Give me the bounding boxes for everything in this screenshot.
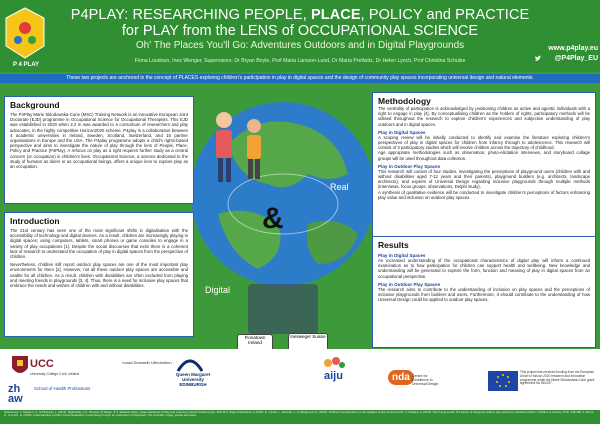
ucc-logo-text: UCC	[30, 358, 54, 370]
title-part: , POLICY and PRACTICE	[360, 7, 530, 23]
real-label: Real	[330, 182, 349, 192]
results-panel	[372, 236, 596, 348]
ampersand-symbol: &	[262, 202, 284, 235]
methodology-heading: Methodology	[378, 96, 431, 106]
poster-title-line2: for PLAY from the LENS of OCCUPATIONAL SCIENCE	[121, 23, 479, 39]
children-figures-icon	[196, 100, 276, 210]
logo-text: P 4 PLAY	[12, 62, 39, 68]
eu-flag-icon	[488, 371, 518, 391]
methodology-sub-outdoor: Play in Outdoor Play Spaces	[378, 163, 441, 169]
methodology-text-outdoor: This research will consist of four studies, investigating the perceptions of playground users (children with and without disabilities aged 7-12 years and their parents), playground builders (e.g. architects, landscape architects), and experts of Universal Design regarding inclusive playgrounds through multiple methods (interviews, focus groups, observations, Delphi study).	[378, 168, 590, 190]
digital-label: Digital	[205, 285, 231, 295]
title-part: P4PLAY: RESEARCHING PEOPLE,	[70, 7, 311, 23]
results-sub-digital: Play in Digital Spaces	[378, 253, 426, 258]
methodology-panel	[372, 92, 596, 242]
ucc-logo-subtext: University College Cork, Ireland	[30, 372, 80, 376]
references-footer: References: 1. Stephen, C., & Plowman, L. (2014). Digital Play. In L. Brooker, M. Blaise, & S. Edwards (Eds.), Sage Handbook of Play and Learning in Early Childhood (pp. 330-341). Sage Publications. 2. Ridler, D., Hutter, L., Bennett, J., & Wedgwood, D. (2020). Children's perspectives on the qualities of play environments. 3. Woolley, H. (2013). Now being social: The barrier of designing outdoor play spaces for disabled children. Children & Society, 27(6), 448-458. 4. Moore, A., & Lynch, H. (2018). Understanding a child's conceptualisation of well-being through an exploration of happiness: The centrality of play, people and place.	[0, 410, 600, 424]
poster-title-line1	[55, 7, 545, 23]
qmu-logo-icon	[176, 355, 204, 373]
background-heading: Background	[10, 100, 60, 110]
twitter-handle[interactable]: @P4Play_EU	[554, 55, 598, 62]
aiju-logo-icon	[322, 355, 346, 371]
avatar-bubble-2: Inesweger Suisse	[288, 333, 328, 355]
methodology-text-digital-b: Age appropriate methodologies such as observation, photo-elicitation interviews, and storyboard collage groups will be used throughout data collection.	[378, 150, 590, 161]
avatar-bubble-1: Fionatown Ireland	[237, 334, 273, 356]
introduction-panel	[4, 212, 194, 337]
website-link[interactable]: www.p4play.eu	[548, 45, 598, 52]
results-sub-outdoor: Play in Outdoor Play Spaces	[378, 281, 441, 287]
zhaw-logo-icon	[8, 384, 34, 404]
introduction-text-2: Nevertheless, children still report outdoor play spaces are one of the most important play environments for them [2]. However, not all these outdoor play spaces are accessible and usable for all children. As a result, children with disabilities are often excluded from playing and meeting friends in playgrounds [3, 4]. Thus, there is a need for inclusive play spaces that embrace the needs and wishes of children with and without disabilities.	[10, 262, 188, 289]
results-text-digital: An increased understanding of the occupational characteristics of digital play will inform a continued examination as to how participation for children can support health and wellbeing. New knowledge and understanding will be generated to explore the form, function and meaning of play in digital spaces from an occupational perspective.	[378, 258, 590, 279]
results-heading: Results	[378, 240, 409, 250]
results-text-outdoor: The research aims to contribute to the understanding of inclusion on play spaces and the perceptions of inclusive playgrounds from builders and users. Furthermore, it should contribute to the understanding of how Universal Design could be applied to outdoor play spaces.	[378, 286, 590, 303]
ceud-logo-text: Centre for Excellence in Universal Design	[412, 374, 439, 386]
aiju-logo-text: aiju	[324, 370, 343, 382]
introduction-text-1: The 21st century has seen one of the most significant shifts in digitalisation with the accessibility of technology and digital devices. As a result, children are increasingly playing in digital spaces; using computers, tablets, smart phones or game consoles to engage in a variety of play occupations [1]. Despite the social discourses that exist there is a coherent lack of research to understand the occupation of play in digital spaces from the perspective of children.	[10, 228, 188, 260]
nda-logo: nda	[388, 370, 414, 385]
methodology-text-digital: A scoping review will be initially conducted to identify and examine the literature exploring children's perspectives of play in digital spaces for children from infancy through to adolescence. This research will consist of 3 participatory studies which will involve children across the trajectory of childhood.	[378, 134, 590, 151]
zhaw-mark-line2: aw	[8, 393, 23, 405]
qmu-logo-text: Queen Margaret University EDINBURGH	[175, 372, 211, 387]
methodology-text-outdoor-b: A synthesis of qualitative evidence will be conducted to investigate children's perceptions of factors enhancing play value and inclusion on outdoor play spaces.	[378, 189, 590, 200]
title-emphasis: PLACE	[310, 7, 361, 23]
methodology-intro: The centrality of participation is acknowledged by positioning children as active and agentic individuals with a right to engage in play [4]. By conceptualising children as the holders of rights, participatory methods will be utilised throughout the research to explore children's experiences and subjective understanding of play outdoors and in digital spaces.	[378, 106, 590, 127]
intro-banner: These two projects are anchored in the concept of PLACES exploring children's participation in play in digital spaces and the design of community play spaces incorporating universal design and natural elements.	[0, 74, 600, 83]
p4play-logo-icon	[4, 6, 46, 64]
background-text: The P4Play Marie Sklodowska-Curie (MSC) Training Network is an innovative European Joint Doctorate (EJD) programme in Occupational Science for Occupational Therapists. This EJD was established in 2020 when 2.2 m was awarded to a consortium of researchers and play advocates, in the highly competitive Horizon2020 scheme. P4play is a collaboration between 4 academic universities in Ireland, Sweden, Scotland, Switzerland, and 15 partner organisations in Europe and the USA. The P4play programme adopts a child's rights-based perspective and aims to investigate the nature of play through the lens of People, Place, Policy and Practice (P4Play). A refocus on play as a right requires further study as a central concern (or occupation) in children's lives. Occupational Science, a science dedicated to the study of humans as doers or as occupational beings, offers a unique lens to explore play as an occupation.	[10, 112, 188, 170]
introduction-heading: Introduction	[10, 216, 60, 226]
zhaw-mark-line1: zh	[8, 383, 21, 395]
authors-line: Fiona Loudoun, Ines Wenger, Supervisors: Dr Bryan Boyle, Prof Maria Larsson-Lund, Dr Maria Prellwitz, Dr Helen Lynch, Prof Christina Schulze	[134, 58, 466, 64]
isep-logo-text: Ionad Dearaidh Uilechoitinn	[122, 360, 172, 365]
zhaw-logo-text: School of Health Professions	[34, 386, 91, 391]
methodology-sub-digital: Play in Digital Spaces	[378, 129, 426, 135]
poster-subtitle: Oh' The Places You'll Go: Adventures Outdoors and in Digital Playgrounds	[135, 40, 465, 51]
background-panel	[4, 96, 194, 204]
funding-statement: This project has received funding from the European Union's Horizon 2020 research and innovation programme under the Marie Sklodowska-Curie grant agreement No 861257.	[520, 370, 595, 386]
